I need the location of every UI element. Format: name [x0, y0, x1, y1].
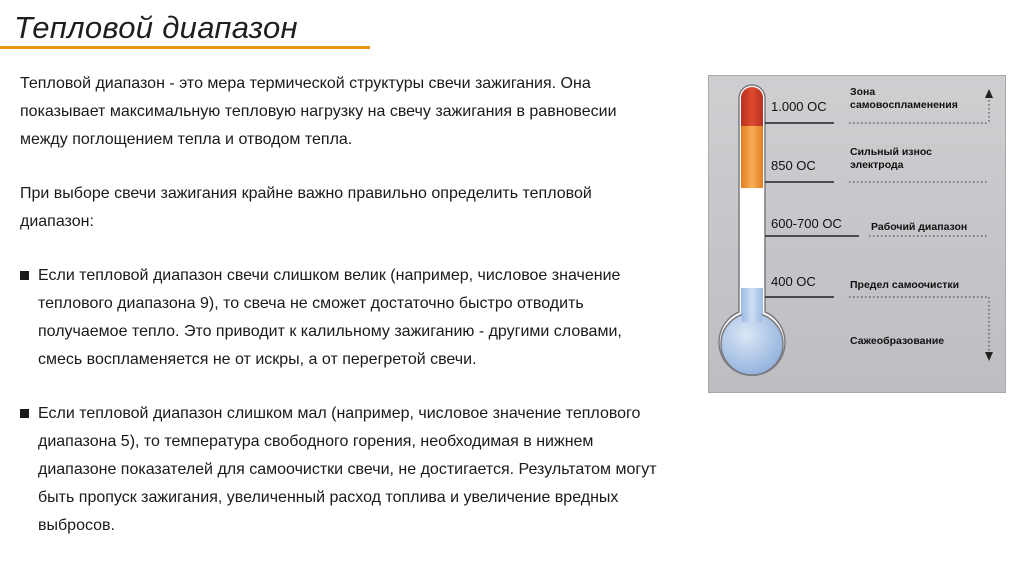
- thermometer-red-segment: [741, 87, 763, 126]
- thermometer-diagram: [708, 75, 1006, 393]
- selection-paragraph: При выборе свечи зажигания крайне важно правильно определить тепловой диапазон:: [20, 185, 592, 230]
- zone-label: Предел самоочистки: [850, 279, 960, 291]
- bullet-text: Если тепловой диапазон слишком мал (например, числовое значение теплового диапазона 5), то температура свободного горения, необходимая в нижнем диапазоне показателей для самоочистки свечи, не достигается. Результатом могут быть пропуск зажигания, увеличенный расход топлива и увеличение вредных выбросов.: [38, 405, 657, 534]
- temp-label: 1.000 OC: [771, 99, 827, 114]
- thermometer-bulb: [721, 313, 783, 375]
- arrow-up-icon: [985, 89, 993, 98]
- list-item: [20, 262, 660, 374]
- bullet-list: [20, 262, 660, 540]
- page-title: Тепловой диапазон: [14, 10, 298, 45]
- arrow-down-icon: [985, 352, 993, 361]
- bullet-text: Если тепловой диапазон свечи слишком велик (например, числовое значение теплового диапазона 9), то свеча не сможет достаточно быстро отводить получаемое тепло. Это приводит к калильному зажиганию - другими словами, смесь воспламеняется не от искры, а от перегретой свечи.: [38, 267, 622, 368]
- temp-label: 850 OC: [771, 158, 816, 173]
- bullet-square-icon: [20, 271, 29, 280]
- intro-paragraph: Тепловой диапазон - это мера термической структуры свечи зажигания. Она показывает максимальную тепловую нагрузку на свечу зажигания в равновесии между поглощением тепла и отводом тепла.: [20, 75, 617, 148]
- zone-label: Рабочий диапазон: [871, 221, 968, 233]
- zone-label: Сильный износ электрода: [850, 146, 932, 171]
- zone-label: Зона самовоспламенения: [850, 86, 958, 111]
- zone-label: Сажеобразование: [850, 335, 945, 347]
- thermometer-orange-segment: [741, 126, 763, 188]
- bullet-square-icon: [20, 409, 29, 418]
- temp-label: 600-700 OC: [771, 216, 842, 231]
- temp-label: 400 OC: [771, 274, 816, 289]
- title-underline: [0, 46, 370, 49]
- list-item: [20, 400, 660, 540]
